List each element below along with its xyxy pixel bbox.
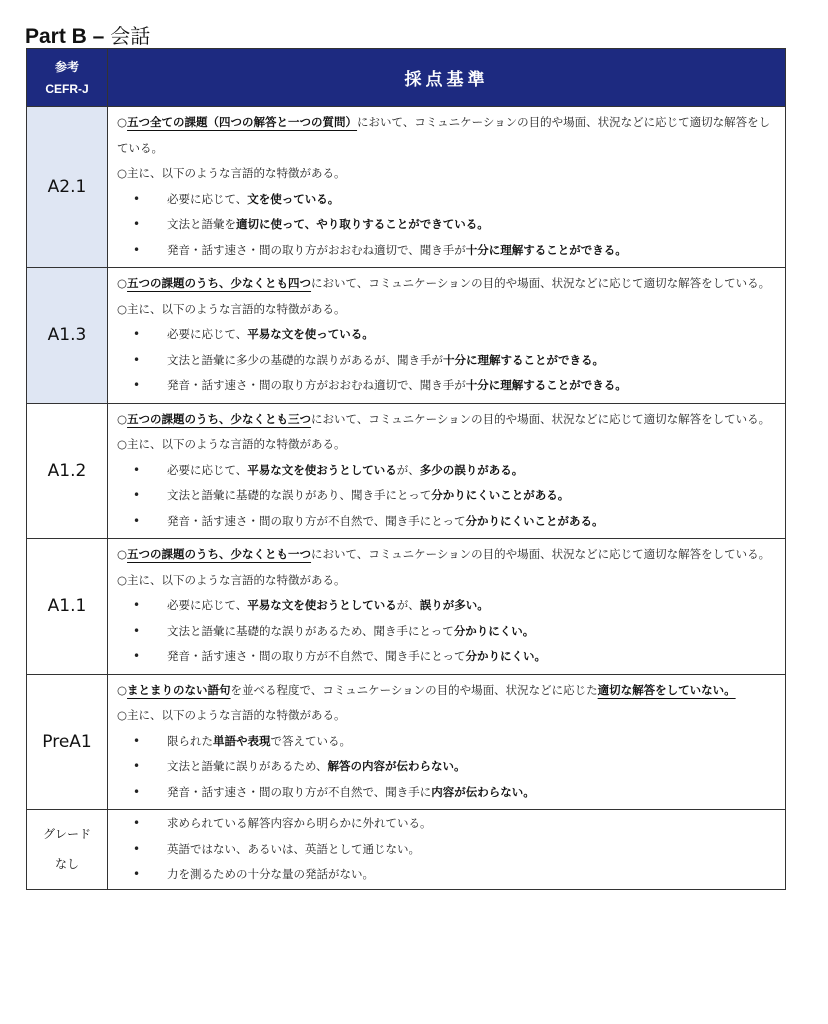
emphasis-text: 多少の誤りがある。	[419, 462, 524, 477]
emphasis-text: 文を使っている。	[247, 191, 340, 206]
plain-text: 限られた	[167, 733, 213, 748]
header-cefr-label: CEFR-J	[45, 81, 89, 96]
plain-text: ○	[117, 547, 128, 561]
emphasis-text: 分かりにくい。	[453, 623, 535, 638]
plain-text: ○	[117, 115, 128, 129]
title-part: Part B –	[25, 25, 105, 48]
criteria-intro	[117, 678, 777, 704]
criteria-bullet	[117, 780, 777, 806]
emphasis-underlined-text: まとまりのない語句	[127, 682, 231, 697]
plain-text: において、コミュニケーションの目的や場面、状況などに応じて適切な解答をしている。	[311, 547, 771, 561]
table-header-row	[27, 49, 786, 107]
plain-text: ○	[117, 411, 128, 426]
emphasis-text: 分かりにくいことがある。	[431, 488, 570, 502]
emphasis-text: 単語や表現	[213, 733, 271, 748]
plain-text: 必要に応じて、	[167, 191, 248, 206]
emphasis-text: 解答の内容が伝わらない。	[327, 759, 466, 773]
plain-text: 文法と語彙に基礎的な誤りがあり、聞き手にとって	[167, 488, 432, 502]
grade-none-bullet-list	[117, 811, 777, 888]
criteria-bullet-list	[117, 187, 777, 264]
criteria-bullet	[117, 458, 777, 484]
criteria-bullet	[117, 644, 777, 670]
criteria-row	[27, 674, 786, 810]
header-reference-cell	[27, 49, 108, 107]
plain-text: 発音・話す速さ・間の取り方がおおむね適切で、聞き手が	[167, 242, 466, 257]
criteria-intro	[117, 407, 777, 433]
level-label: A1.2	[27, 403, 108, 539]
header-reference-label: 参考	[54, 59, 79, 74]
criteria-bullet	[117, 593, 777, 619]
criteria-subheading: ○主に、以下のような言語的な特徴がある。	[117, 166, 346, 180]
criteria-subheading: ○主に、以下のような言語的な特徴がある。	[117, 572, 346, 587]
emphasis-text: 分かりにくい。	[465, 649, 547, 663]
grade-none-label	[27, 810, 108, 890]
criteria-intro	[117, 542, 777, 568]
criteria-subheading: ○主に、以下のような言語的な特徴がある。	[117, 437, 346, 451]
grade-none-row	[27, 810, 786, 890]
title-name: 会話	[110, 24, 151, 48]
criteria-row	[27, 268, 786, 404]
plain-text: 必要に応じて、	[167, 327, 248, 341]
criteria-bullet	[117, 212, 777, 238]
level-label: A1.1	[27, 539, 108, 675]
page-title	[25, 20, 150, 49]
emphasis-underlined-text: 五つの課題のうち、少なくとも四つ	[127, 276, 312, 290]
criteria-bullet	[117, 729, 777, 755]
emphasis-text: 内容が伝わらない。	[431, 784, 535, 799]
criteria-cell	[108, 403, 786, 539]
plain-text: において、コミュニケーションの目的や場面、状況などに応じて適切な解答をしている。	[117, 115, 771, 155]
criteria-bullet	[117, 322, 777, 348]
emphasis-underlined-text: 五つの課題のうち、少なくとも三つ	[127, 411, 312, 426]
criteria-cell	[108, 539, 786, 675]
level-label: A1.3	[27, 268, 108, 404]
criteria-intro	[117, 271, 777, 297]
criteria-intro	[117, 110, 777, 161]
plain-text: 文法と語彙に基礎的な誤りがあるため、聞き手にとって	[167, 623, 454, 638]
criteria-row	[27, 539, 786, 675]
criteria-bullet-list	[117, 593, 777, 670]
emphasis-text: 十分に理解することができる。	[443, 352, 604, 367]
level-label: A2.1	[27, 107, 108, 268]
scoring-criteria-table	[26, 48, 786, 890]
header-criteria-label: 採点基準	[108, 49, 786, 107]
emphasis-text: 平易な文を使っている。	[247, 327, 374, 341]
criteria-bullet-list	[117, 729, 777, 806]
grade-none-cell	[108, 810, 786, 890]
criteria-cell	[108, 268, 786, 404]
emphasis-text: 平易な文を使おうとしている	[247, 462, 397, 477]
plain-text: において、コミュニケーションの目的や場面、状況などに応じて適切な解答をしている。	[311, 411, 771, 426]
grade-none-bullet: • 力を測るための十分な量の発話がない。	[117, 862, 777, 888]
criteria-row	[27, 107, 786, 268]
criteria-bullet	[117, 619, 777, 645]
level-label: PreA1	[27, 674, 108, 810]
plain-text: 発音・話す速さ・間の取り方が不自然で、聞き手にとって	[167, 513, 466, 528]
grade-none-label-line2: なし	[54, 857, 79, 872]
plain-text: 発音・話す速さ・間の取り方が不自然で、聞き手にとって	[167, 649, 466, 663]
emphasis-text: 十分に理解することができる。	[465, 378, 627, 392]
criteria-bullet	[117, 509, 777, 535]
emphasis-underlined-text: 五つの課題のうち、少なくとも一つ	[127, 547, 312, 561]
criteria-bullet	[117, 754, 777, 780]
criteria-subheading: ○主に、以下のような言語的な特徴がある。	[117, 708, 346, 722]
criteria-cell	[108, 674, 786, 810]
criteria-bullet-list	[117, 322, 777, 399]
plain-text: で答えている。	[270, 733, 351, 748]
criteria-cell	[108, 107, 786, 268]
plain-text: 文法と語彙を	[167, 217, 236, 231]
emphasis-underlined-text: 適切な解答をしていない。	[597, 682, 736, 697]
plain-text: 必要に応じて、	[167, 462, 248, 477]
grade-none-bullet: • 求められている解答内容から明らかに外れている。	[117, 811, 777, 837]
plain-text: 文法と語彙に多少の基礎的な誤りがあるが、聞き手が	[167, 352, 443, 367]
criteria-bullet	[117, 483, 777, 509]
plain-text: 文法と語彙に誤りがあるため、	[167, 759, 328, 773]
plain-text: 発音・話す速さ・間の取り方がおおむね適切で、聞き手が	[167, 378, 466, 392]
emphasis-text: 平易な文を使おうとしている	[247, 598, 397, 612]
grade-none-label-line1: グレード	[42, 827, 91, 842]
plain-text: が、	[396, 462, 420, 477]
criteria-bullet-list	[117, 458, 777, 535]
plain-text: ○	[117, 682, 128, 697]
criteria-bullet	[117, 238, 777, 264]
emphasis-text: 誤りが多い。	[419, 598, 489, 612]
plain-text: 必要に応じて、	[167, 598, 248, 612]
criteria-subheading: ○主に、以下のような言語的な特徴がある。	[117, 301, 346, 316]
plain-text: ○	[117, 276, 128, 290]
plain-text: が、	[396, 598, 420, 612]
grade-none-bullet: • 英語ではない、あるいは、英語として通じない。	[117, 837, 777, 863]
emphasis-text: 十分に理解することができる。	[465, 242, 627, 257]
plain-text: において、コミュニケーションの目的や場面、状況などに応じて適切な解答をしている。	[311, 276, 771, 290]
plain-text: 発音・話す速さ・間の取り方が不自然で、聞き手に	[167, 784, 432, 799]
criteria-bullet	[117, 348, 777, 374]
plain-text: を並べる程度で、コミュニケーションの目的や場面、状況などに応じた	[230, 682, 598, 697]
emphasis-text: 適切に使って、やり取りすることができている。	[236, 217, 489, 231]
emphasis-text: 分かりにくいことがある。	[465, 513, 604, 528]
criteria-bullet	[117, 373, 777, 399]
emphasis-underlined-text: 五つ全ての課題（四つの解答と一つの質問）	[127, 115, 358, 129]
criteria-bullet	[117, 187, 777, 213]
criteria-row	[27, 403, 786, 539]
